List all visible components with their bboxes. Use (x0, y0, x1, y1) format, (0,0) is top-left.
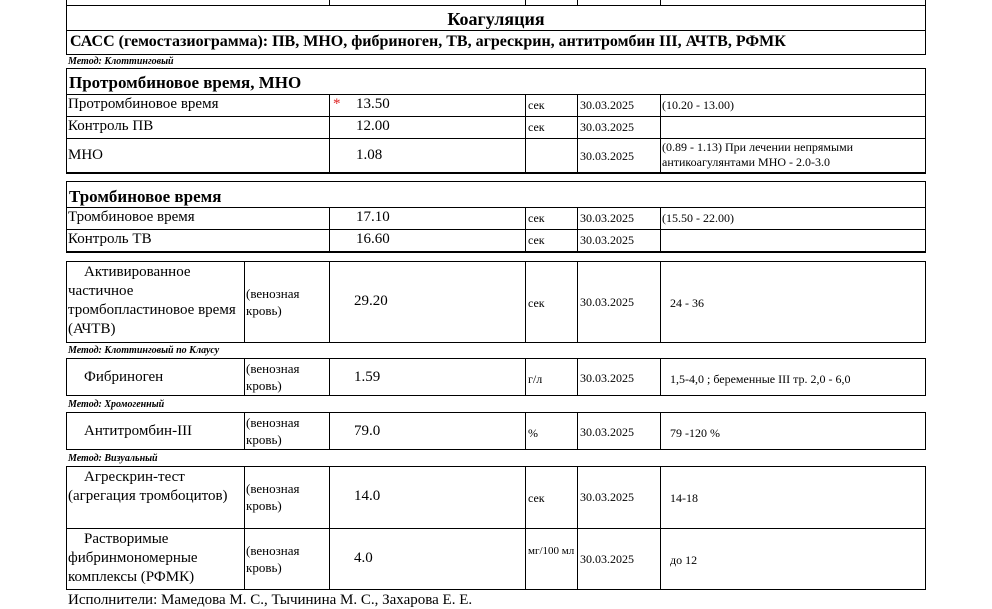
test-name: Растворимые фибринмономерные комплексы (РФМК) (68, 531, 198, 585)
test-name: Протромбиновое время (68, 96, 219, 112)
unit: сек (528, 233, 545, 247)
divider (329, 412, 330, 450)
result-value: 13.50 (356, 96, 390, 112)
divider (66, 116, 926, 117)
result-value: 1.08 (356, 147, 383, 163)
tv-section (66, 181, 926, 253)
reference-range: 79 -120 % (670, 426, 720, 440)
subtitle-box (66, 31, 926, 55)
divider (329, 466, 330, 590)
reference-range: 24 - 36 (670, 296, 704, 310)
divider (66, 528, 926, 529)
title-box (66, 5, 926, 31)
divider (577, 261, 578, 343)
date: 30.03.2025 (580, 552, 634, 566)
abnormal-flag: * (333, 96, 341, 112)
sample-type: (венозная кровь) (246, 415, 300, 447)
divider (244, 261, 245, 343)
divider (244, 358, 245, 396)
divider (525, 261, 526, 343)
test-name: МНО (68, 147, 104, 163)
sample-type: (венозная кровь) (246, 286, 300, 318)
method-label: Метод: Хромогенный (68, 399, 165, 410)
divider (66, 172, 926, 174)
divider (66, 207, 926, 208)
divider (329, 94, 330, 173)
test-name: Активированное частичное тромбопластиновое время (АЧТВ) (68, 264, 236, 337)
result-value: 79.0 (354, 423, 381, 439)
divider (66, 94, 926, 95)
date: 30.03.2025 (580, 120, 634, 134)
divider (660, 412, 661, 450)
divider (66, 251, 926, 253)
test-name: Фибриноген (84, 369, 164, 385)
divider (525, 466, 526, 590)
unit: сек (528, 296, 545, 310)
unit: сек (528, 211, 545, 225)
date: 30.03.2025 (580, 490, 634, 504)
result-value: 12.00 (356, 118, 390, 134)
reference-range: (15.50 - 22.00) (662, 211, 734, 225)
unit: г/л (528, 372, 543, 386)
test-panel-title: САСС (гемостазиограмма): ПВ, МНО, фибриноген, ТВ, агрескрин, антитромбин III, АЧТВ, РФМК (70, 33, 786, 50)
divider (329, 358, 330, 396)
test-name: Контроль ТВ (68, 231, 152, 247)
test-name: Тромбиновое время (68, 209, 195, 225)
divider (525, 207, 526, 252)
test-name: Антитромбин-III (84, 423, 193, 439)
date: 30.03.2025 (580, 149, 634, 163)
result-value: 29.20 (354, 293, 388, 309)
unit: сек (528, 491, 545, 505)
divider (244, 466, 245, 590)
result-value: 4.0 (354, 550, 373, 566)
test-name: Контроль ПВ (68, 118, 154, 134)
unit: % (528, 426, 538, 440)
unit: мг/100 мл (528, 545, 575, 557)
date: 30.03.2025 (580, 98, 634, 112)
divider (525, 94, 526, 173)
reference-range: (10.20 - 13.00) (662, 98, 734, 112)
result-value: 17.10 (356, 209, 390, 225)
date: 30.03.2025 (580, 233, 634, 247)
page-title: Коагуляция (447, 9, 545, 29)
result-value: 16.60 (356, 231, 390, 247)
divider (244, 412, 245, 450)
unit: сек (528, 120, 545, 134)
divider (660, 358, 661, 396)
unit: сек (528, 98, 545, 112)
divider (66, 229, 926, 230)
result-value: 1.59 (354, 369, 381, 385)
divider (660, 466, 661, 590)
table-row (66, 412, 926, 450)
divider (66, 138, 926, 139)
method-label: Метод: Клоттинговый по Клаусу (68, 345, 220, 356)
reference-range: 14-18 (670, 491, 698, 505)
method-label: Метод: Визуальный (68, 453, 158, 464)
method-label: Метод: Клоттинговый (68, 56, 174, 67)
lab-report-page (64, 0, 926, 608)
divider (577, 358, 578, 396)
divider (577, 94, 578, 173)
reference-range: до 12 (670, 553, 698, 567)
divider (577, 412, 578, 450)
result-value: 14.0 (354, 488, 381, 504)
divider (577, 207, 578, 252)
divider (525, 358, 526, 396)
date: 30.03.2025 (580, 211, 634, 225)
sample-type: (венозная кровь) (246, 481, 300, 513)
divider (329, 261, 330, 343)
section-title: Тромбиновое время (69, 187, 222, 206)
section-title: Протромбиновое время, МНО (69, 73, 302, 92)
divider (525, 412, 526, 450)
divider (660, 94, 661, 173)
divider (577, 466, 578, 590)
reference-range: 1,5-4,0 ; беременные III тр. 2,0 - 6,0 (670, 372, 851, 386)
sample-type: (венозная кровь) (246, 543, 300, 575)
divider (660, 261, 661, 343)
test-name: Агрескрин-тест (агрегация тромбоцитов) (68, 469, 228, 504)
divider (660, 207, 661, 252)
sample-type: (венозная кровь) (246, 361, 300, 393)
divider (329, 207, 330, 252)
date: 30.03.2025 (580, 425, 634, 439)
performers-footer: Исполнители: Мамедова М. С., Тычинина М. С., Захарова Е. Е. (68, 592, 473, 608)
date: 30.03.2025 (580, 371, 634, 385)
reference-range: (0.89 - 1.13) При лечении непрямыми антикоагулянтами МНО - 2.0-3.0 (662, 140, 854, 169)
date: 30.03.2025 (580, 295, 634, 309)
